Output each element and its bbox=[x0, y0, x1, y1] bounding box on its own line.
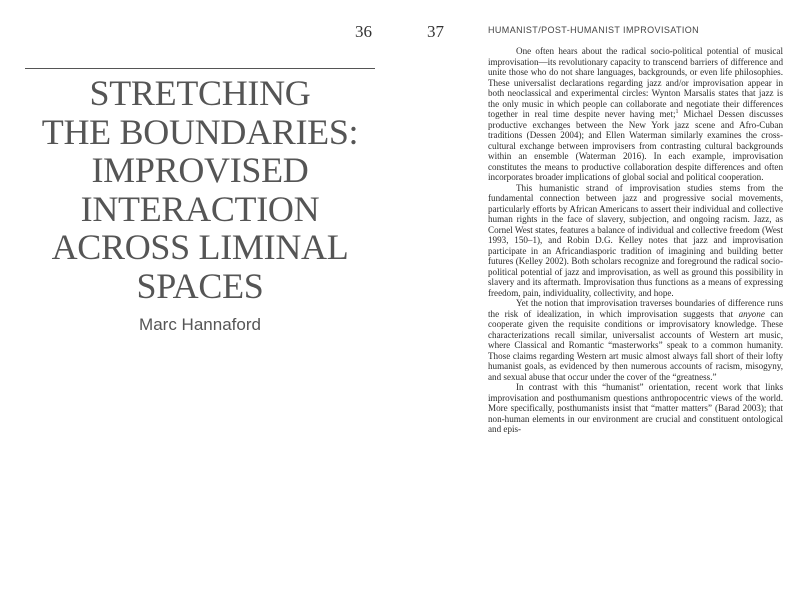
page-number-right: 37 bbox=[427, 22, 444, 41]
title-line: THE BOUNDARIES: bbox=[41, 111, 359, 152]
title-rule bbox=[25, 68, 375, 69]
page-number-left: 36 bbox=[355, 22, 372, 41]
paragraph-1 bbox=[488, 46, 783, 183]
paragraph-text: Michael Dessen discusses productive exchanges between the New York jazz scene and Afro-Cuban traditions (Dessen 2004); and Ellen Waterman similarly examines the cross-cultural exchange between improvisers from contrasting cultural backgrounds within an ensemble (Waterman 2016). In each example, improvisation constitutes the means to productive collaboration despite differences and often incorporates broader implications of global social and political cooperation. bbox=[488, 109, 783, 182]
footnote-marker: 1 bbox=[675, 108, 679, 115]
paragraph-3 bbox=[488, 298, 783, 382]
title-line: ACROSS LIMINAL bbox=[51, 227, 349, 267]
body-text bbox=[488, 46, 783, 435]
title-line: IMPROVISED bbox=[91, 150, 309, 190]
title-line: SPACES bbox=[136, 265, 264, 306]
paragraph-text: can cooperate given the requisite conditions or improvisatory knowledge. These characterizations recall similar, universalist accounts of Western art music, where Classical and Romantic “masterworks” speak to a common humanity. Those claims regarding Western art music almost always fall short of their lofty humanist goals, as evidenced by then numerous accounts of racism, misogyny, and sexual abuse that occur under the cover of the “greatness.” bbox=[488, 308, 783, 382]
author-name: Marc Hannaford bbox=[139, 315, 261, 334]
emphasis-text: anyone bbox=[738, 308, 765, 319]
paragraph-2: This humanistic strand of improvisation studies stems from the fundamental connection between jazz and progressive social movements, particularly efforts by African Americans to assert their individual and collective human rights in the face of slavery, subjection, and ongoing racism. Jazz, as Cornel West states, features a balance of individual and collective freedom (West 1993, 150–1), and Robin D.G. Kelley notes that jazz and improvisation participate in an Africandiasporic tradition of imagining and building better futures (Kelley 2002). Both scholars recognize and foreground the radical socio-political potential of jazz and improvisation, as well as ground this possibility in slavery and its aftermath. Improvisation thus functions as a means of expressing freedom, pain, individuality, collectivity, and hope. bbox=[488, 182, 783, 298]
running-head: HUMANIST/POST-HUMANIST IMPROVISATION bbox=[488, 25, 700, 35]
paragraph-text: One often hears about the radical socio-political potential of musical improvisation—its revolutionary capacity to transcend barriers of difference and unite those who do not share languages, backgrounds, or even life philosophies. These universalist declarations regarding jazz and/or improvisation appear in both neoclassical and experimental circles: Wynton Marsalis states that jazz is the only music in which people can collaborate and negotiate their differences together in real time despite never having met; bbox=[488, 46, 783, 119]
title-line: STRETCHING bbox=[89, 73, 311, 113]
paragraph-4: In contrast with this “humanist” orientation, recent work that links improvisation and posthumanism questions anthropocentric views of the world. More specifically, posthumanists insist that “matter matters” (Barad 2003); that non-human elements in our environment are crucial and constituent ontological and epis- bbox=[488, 382, 783, 434]
title-line: INTERACTION bbox=[80, 188, 320, 229]
paragraph-text: Yet the notion that improvisation traverses boundaries of difference runs the risk of idealization, in which improvisation suggests that bbox=[488, 298, 783, 319]
chapter-title bbox=[20, 74, 380, 305]
